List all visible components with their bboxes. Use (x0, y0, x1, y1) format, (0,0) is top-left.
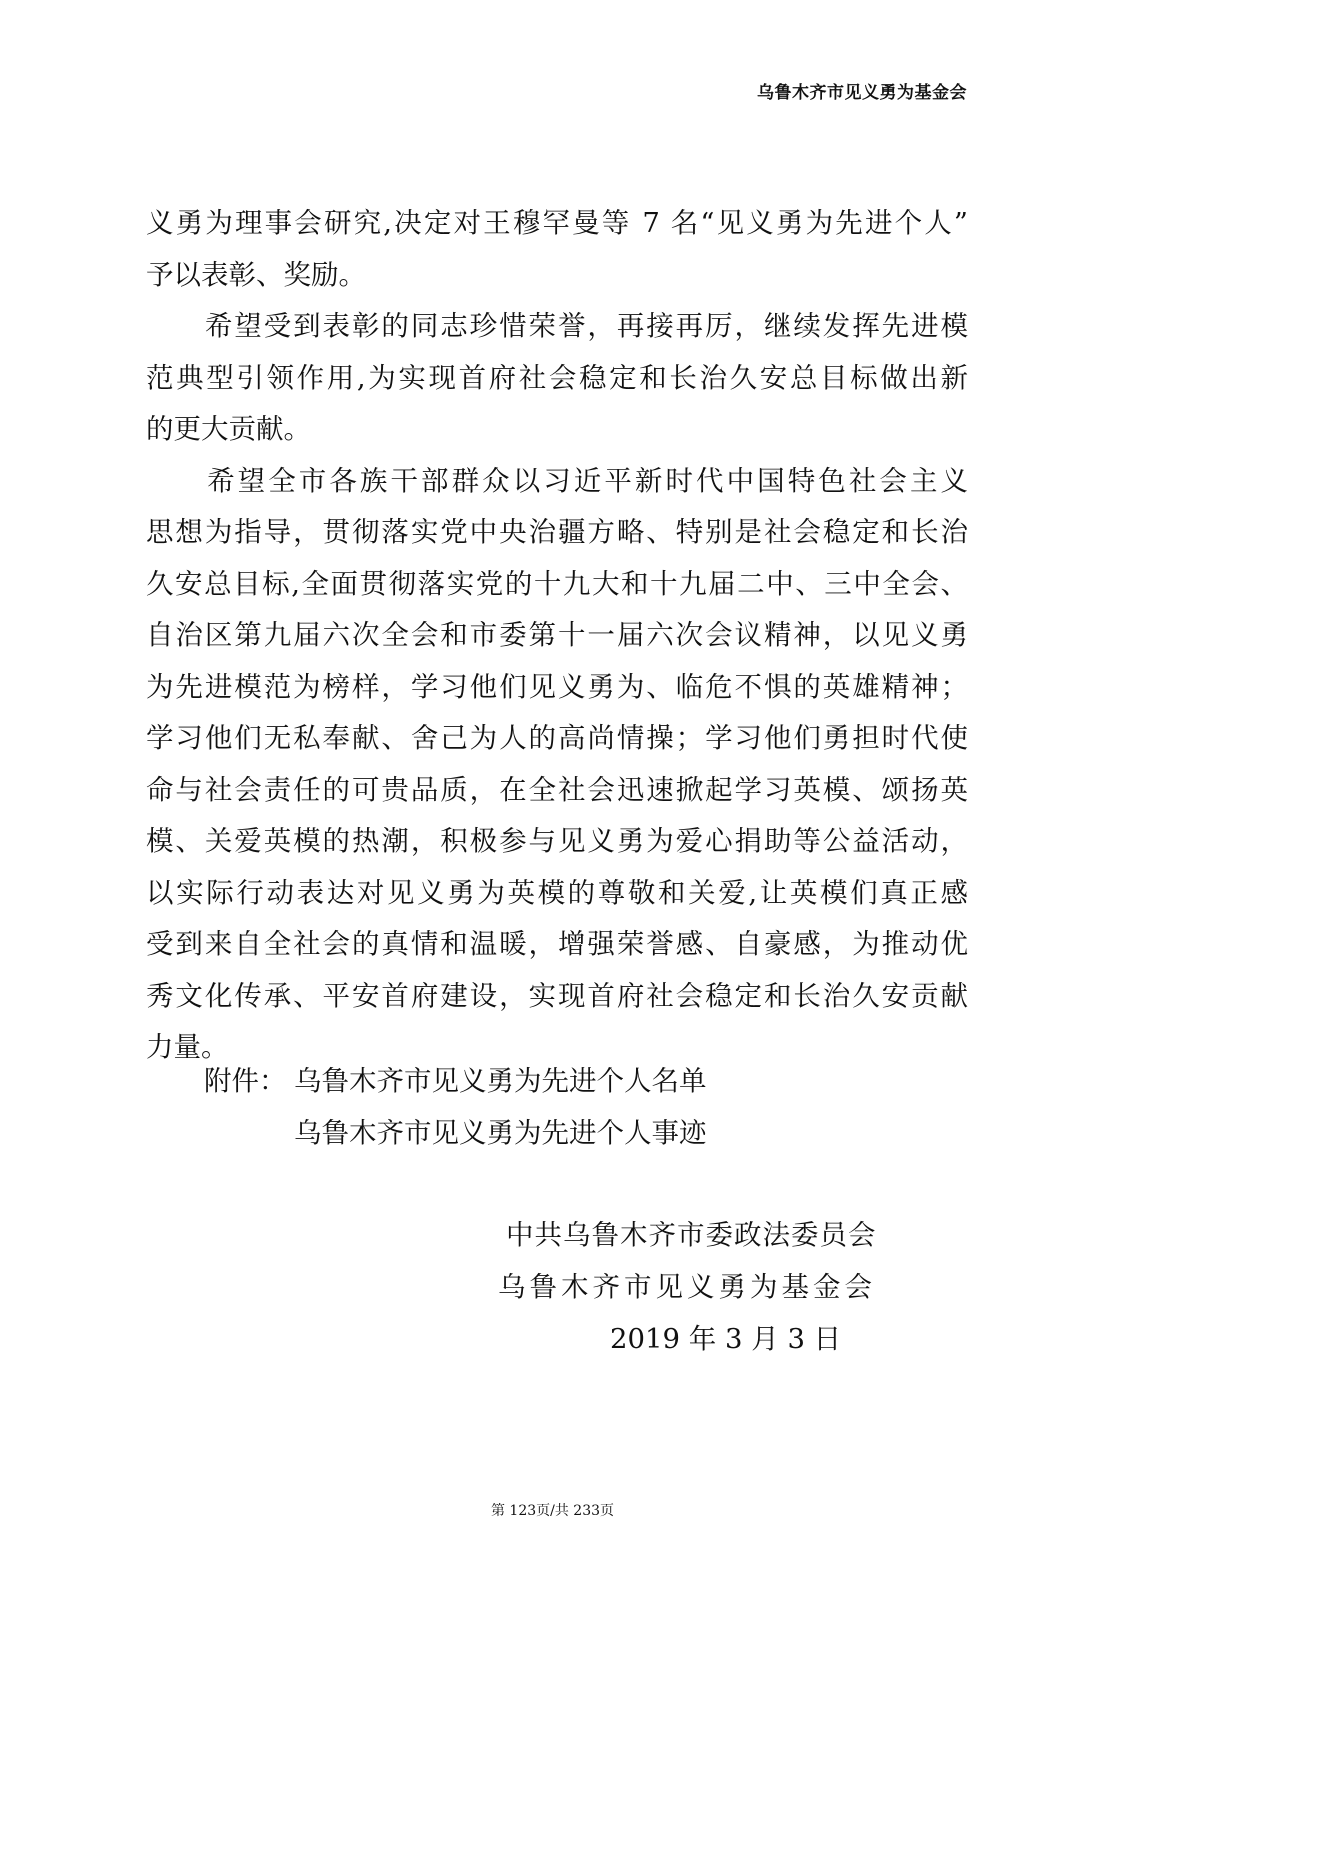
page-number: 第 123页/共 233页 (490, 1503, 615, 1519)
attachment-item: 乌鲁木齐市见义勇为先进个人事迹 (294, 1117, 707, 1149)
body-line: 的更大贡献。 (146, 413, 311, 445)
body-line: 学习他们无私奉献、舍己为人的高尚情操；学习他们勇担时代使 (146, 722, 968, 754)
body-line: 命与社会责任的可贵品质，在全社会迅速掀起学习英模、颂扬英 (146, 773, 968, 806)
body-line: 秀文化传承、平安首府建设，实现首府社会稳定和长治久安贡献 (146, 979, 968, 1012)
attachment-item: 乌鲁木齐市见义勇为先进个人名单 (294, 1065, 707, 1097)
body-line: 力量。 (146, 1031, 229, 1063)
body-line: 希望受到表彰的同志珍惜荣誉，再接再厉，继续发挥先进模 (146, 310, 968, 342)
body-line: 范典型引领作用,为实现首府社会稳定和长治久安总目标做出新 (146, 361, 968, 394)
body-line: 自治区第九届六次全会和市委第十一届六次会议精神，以见义勇 (146, 619, 968, 651)
signature-org-1: 中共乌鲁木齐市委政法委员会 (506, 1219, 877, 1251)
body-line: 义勇为理事会研究,决定对王穆罕曼等 7 名“见义勇为先进个人” (146, 207, 968, 239)
body-line: 模、关爱英模的热潮，积极参与见义勇为爱心捐助等公益活动， (146, 825, 968, 857)
attachments-label: 附件： (204, 1065, 287, 1097)
body-line: 以实际行动表达对见义勇为英模的尊敬和关爱,让英模们真正感 (146, 876, 968, 909)
body-line: 思想为指导，贯彻落实党中央治疆方略、特别是社会稳定和长治 (146, 516, 968, 548)
body-line: 予以表彰、奖励。 (146, 258, 366, 291)
signature-date: 2019 年 3 月 3 日 (610, 1323, 842, 1355)
body-line: 久安总目标,全面贯彻落实党的十九大和十九届二中、三中全会、 (146, 567, 968, 600)
signature-org-2: 乌鲁木齐市见义勇为基金会 (498, 1271, 876, 1303)
body-text (146, 198, 968, 1074)
body-line: 希望全市各族干部群众以习近平新时代中国特色社会主义 (146, 464, 968, 497)
header-org: 乌鲁木齐市见义勇为基金会 (757, 83, 967, 103)
body-line: 受到来自全社会的真情和温暖，增强荣誉感、自豪感，为推动优 (146, 928, 968, 960)
body-line: 为先进模范为榜样，学习他们见义勇为、临危不惧的英雄精神； (146, 670, 968, 703)
